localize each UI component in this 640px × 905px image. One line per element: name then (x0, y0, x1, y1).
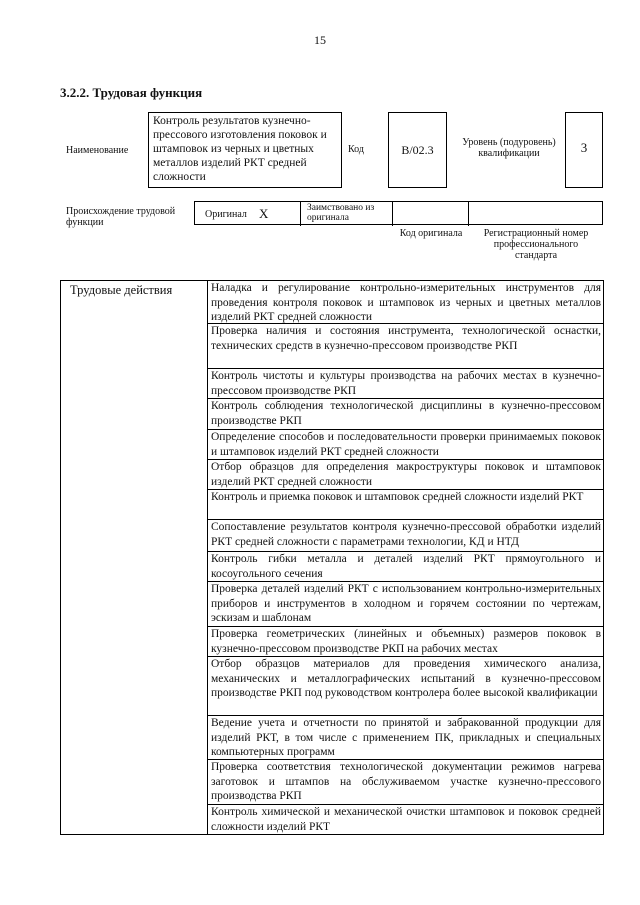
original-label: Оригинал (205, 209, 247, 220)
labor-actions-label-cell (61, 281, 208, 834)
action-item: Наладка и регулирование контрольно-измерительных инструментов для проведения контроля поковок и штамповок из черных и цветных металлов изделий РКТ средней сложности (208, 281, 604, 324)
action-item: Контроль и приемка поковок и штамповок средней сложности изделий РКТ (208, 490, 604, 520)
action-item: Проверка деталей изделий РКТ с использованием контрольно-измерительных приборов и инструментов в холодном и горячем состоянии по чертежам, эскизам и шаблонам (208, 582, 604, 627)
section-title: 3.2.2. Трудовая функция (60, 85, 203, 100)
function-name-value: Контроль результатов кузнечно-прессового изготовления поковок и штамповок из черных и цветных металлов изделий РКТ средней сложности (153, 115, 327, 183)
reg-number-caption: Регистрационный номер профессионального стандарта (483, 228, 589, 261)
action-item: Контроль гибки металла и деталей изделий РКТ прямоугольного и косоугольного сечения (208, 552, 604, 582)
origin-code-cell (393, 202, 469, 226)
code-label: Код (348, 144, 364, 155)
labor-actions-label: Трудовые действия (70, 283, 173, 297)
action-item: Отбор образцов для определения макроструктуры поковок и штамповок изделий РКТ средней сложности (208, 460, 604, 490)
action-item: Определение способов и последовательности проверки принимаемых поковок и штамповок изделий РКТ средней сложности (208, 430, 604, 460)
action-item: Сопоставление результатов контроля кузнечно-прессовой обработки изделий РКТ средней сложности с параметрами технологии, КД и НТД (208, 520, 604, 552)
action-item: Контроль чистоты и культуры производства на рабочих местах в кузнечно-прессовом производстве РКП (208, 369, 604, 399)
action-item: Проверка геометрических (линейных и объемных) размеров поковок в кузнечно-прессовом производстве РКП на рабочих местах (208, 627, 604, 657)
action-item: Отбор образцов материалов для проведения химического анализа, механических и металлографических испытаний в кузнечно-прессовом производстве РКП под руководством контролера более высокой квалификации (208, 657, 604, 716)
level-value: 3 (580, 140, 588, 155)
origin-code-caption: Код оригинала (399, 228, 463, 239)
borrowed-cell (301, 202, 393, 226)
labor-actions-list (208, 281, 604, 834)
code-box (388, 112, 447, 188)
action-item: Ведение учета и отчетности по принятой и забракованной продукции для изделий РКТ, в том числе с применением ПК, прикладных и специальных компьютерных программ (208, 716, 604, 760)
origin-label: Происхождение трудовой функции (66, 206, 176, 228)
action-item: Контроль химической и механической очистки штамповок и поковок средней сложности изделий РКТ (211, 806, 601, 833)
level-label: Уровень (подуровень) квалификации (462, 137, 556, 159)
code-value: В/02.3 (401, 143, 434, 157)
function-name-box (148, 112, 342, 188)
original-mark: X (259, 206, 269, 221)
origin-row (194, 201, 603, 225)
original-cell (195, 202, 301, 226)
action-item: Контроль соблюдения технологической дисциплины в кузнечно-прессовом производстве РКП (208, 399, 604, 430)
action-item: Проверка соответствия технологической документации режимов нагрева заготовок и штампов на обслуживаемом участке кузнечно-прессового производства РКП (208, 760, 604, 805)
name-label: Наименование (66, 145, 129, 156)
borrowed-label: Заимствовано из оригинала (307, 203, 375, 223)
reg-number-cell (469, 202, 604, 226)
labor-actions-table (60, 280, 604, 835)
action-item: Проверка наличия и состояния инструмента, технологической оснастки, технических средств в кузнечно-прессовом производстве РКП (208, 324, 604, 369)
level-box (565, 112, 603, 188)
page-number: 15 (314, 33, 326, 47)
